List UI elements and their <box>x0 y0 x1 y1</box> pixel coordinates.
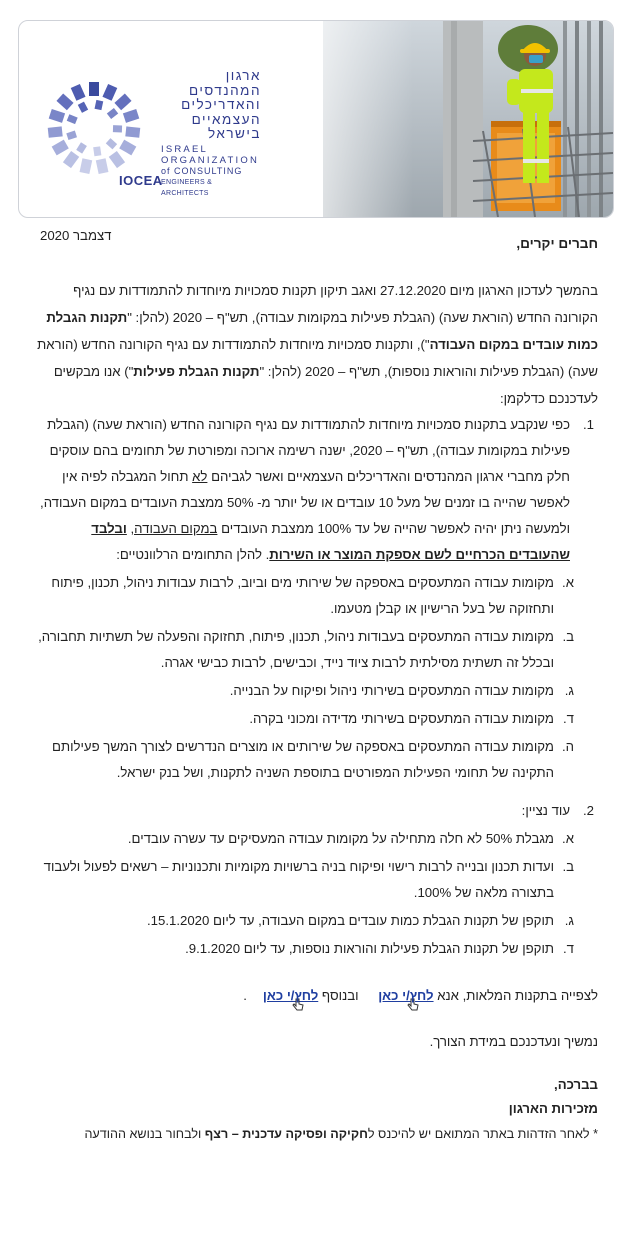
list-number: 1. <box>582 417 594 432</box>
signature <box>28 1073 598 1121</box>
sub-letter: ה. <box>561 739 574 754</box>
continue-line: נמשיך ונעדכנכם במידת הצורך. <box>429 1034 598 1049</box>
item-text: . להלן התחומים הרלוונטיים: <box>116 547 270 562</box>
sub-text: מקומות עבודה המתעסקים באספקה של שירותי מים וביוב, לרבות עבודות ניהול, תכנון, פיתוח ותחזוקה של בעל הרישיון או קבלן מטעמו. <box>51 575 554 616</box>
sub-text: מקומות עבודה המתעסקים בעבודות ניהול, תכנון, פיתוח, תחזוקה והפעלה של תשתיות תחבורה, ובכלל זה תשתית מסילתית לרבות ציוד נייד, וכבישים, לרבות כבישי אגרה. <box>38 629 554 670</box>
links-text: ובנוסף <box>318 988 363 1003</box>
sub-letter: א. <box>562 575 574 590</box>
signature-line: מזכירות הארגון <box>508 1101 598 1116</box>
sub-text: תוקפן של תקנות הגבלת פעילות והוראות נוספות, עד ליום 9.1.2020. <box>185 941 554 956</box>
list-item-2 <box>28 798 598 962</box>
sub-letter: ב. <box>562 629 574 644</box>
sub-letter: ג. <box>564 913 574 928</box>
intro-text: "), ותקנות סמכויות מיוחדות להתמודדות עם נגיף הקורונה החדש (הוראת שעה) (הגבלת פעילות והוראות נוספות), תש"ף – 2020 (להלן: " <box>37 337 598 379</box>
intro-text: בהמשך לעדכון הארגון מיום 27.12.2020 ואגב תיקון תקנות סמכויות מיוחדות להתמודדות עם נגיף הקורונה החדש (הוראת שעה) (הגבלת פעילות במקומות עבודה), תש"ף – 2020 (להלן: " <box>73 283 598 325</box>
sub-text: מקומות עבודה המתעסקים בשירותי ניהול ופיקוח על הבנייה. <box>229 683 554 698</box>
footnote-text: ולבחור בנושא ההודעה <box>84 1127 205 1141</box>
photo-fade <box>273 21 413 217</box>
list-number: 2. <box>582 803 594 818</box>
sublist-item <box>28 678 574 704</box>
greeting: חברים יקרים, <box>516 236 598 251</box>
sub-text: תוקפן של תקנות הגבלת כמות עובדים במקום העבודה, עד ליום 15.1.2020. <box>146 913 554 928</box>
sublist-item <box>28 936 574 962</box>
signature-line: בברכה, <box>554 1077 598 1092</box>
item-text: כפי שנקבע בתקנות סמכויות מיוחדות להתמודדות עם נגיף הקורונה החדש (הוראת שעה) (הגבלת פעילות במקומות עבודה), תש"ף – 2020, ישנה רשימה ארוכה ומפורטת של תחומים בהם עוסקים חלק מחברי ארגון המהנדסים והאדריכלים העצמאיים ואשר לגביהם <box>47 417 570 484</box>
sublist-item <box>28 826 574 852</box>
item-bold-underlined: ובלבד שהעובדים הכרחיים לשם אספקת המוצר או השירות <box>91 521 570 562</box>
sub-text: מגבלת 50% לא חלה מתחילה על מקומות עבודה המעסיקים עד עשרה עובדים. <box>127 831 554 846</box>
footnote-text: * לאחר הזדהות באתר המתואם יש להיכנס ל <box>367 1127 598 1141</box>
intro-paragraph <box>28 277 598 412</box>
list-item-1 <box>28 412 598 786</box>
logo-en-line: ENGINEERS & ARCHITECTS <box>161 178 213 197</box>
logo-he-line: והאדריכלים <box>181 97 261 112</box>
sub-text: מקומות עבודה המתעסקים באספקה של שירותים או מוצרים הנדרשים לצורך המשך פעילותם התקינה של תחומי הפעילות המפורטים בתוספת השניה לתקנות, ושל בנק ישראל. <box>52 739 554 780</box>
footnote <box>28 1127 598 1141</box>
sublist-item <box>28 854 574 906</box>
sublist-item <box>28 734 574 786</box>
links-text: לצפייה בתקנות המלאות, אנא <box>433 988 598 1003</box>
sub-text: מקומות עבודה המתעסקים בשירותי מדידה ומכוני בקרה. <box>249 711 554 726</box>
logo-en-line: ORGANIZATION <box>161 154 260 166</box>
intro-text: ") אנו מבקשים לעדכנכם כדלקמן: <box>53 364 598 406</box>
footnote-bold: חקיקה ופסיקה עדכנית – רצף <box>204 1127 368 1141</box>
logo-acronym: IOCEA <box>119 173 163 188</box>
logo-wordmark <box>161 69 261 199</box>
logo-he-line: העצמאיים <box>191 111 261 127</box>
logo-he-line: ארגון המהנדסים <box>189 68 261 98</box>
sublist-item <box>28 570 574 622</box>
sublist-2 <box>28 826 574 962</box>
sublist-item <box>28 706 574 732</box>
sub-letter: ד. <box>563 941 574 956</box>
letter-body <box>28 222 598 1141</box>
links-text: . <box>243 988 247 1003</box>
intro-bold-term: תקנות הגבלת כמות עובדים במקום העבודה <box>46 310 598 352</box>
main-list <box>28 412 598 962</box>
item-underlined: במקום העבודה, <box>130 521 218 536</box>
item-text: תחול המגבלה לפיה אין לאפשר שהייה בו זמנים של מעל 10 עובדים או של יותר מ- 50% ממצבת העובדים במקום העבודה, ולמעשה ניתן יהיה לאפשר שהייה של עד 100% ממצבת העובדים <box>40 469 570 536</box>
sublist-1 <box>28 570 574 786</box>
sub-letter: ג. <box>564 683 574 698</box>
logo-he-line: בישראל <box>207 126 261 141</box>
regulations-link-1[interactable]: לחץ/י כאן <box>378 988 434 1003</box>
regulations-link-2[interactable]: לחץ/י כאן <box>262 988 319 1003</box>
sublist-item <box>28 908 574 934</box>
links-paragraph <box>28 986 598 1012</box>
sub-letter: ד. <box>563 711 574 726</box>
logo-en-line: ISRAEL <box>161 143 208 155</box>
iocea-logo-icon <box>39 73 149 183</box>
header-banner <box>18 20 614 218</box>
item-underlined: לא <box>192 469 208 484</box>
intro-bold-term: תקנות הגבלת פעילות <box>133 364 260 379</box>
sub-letter: א. <box>562 831 574 846</box>
sublist-item <box>28 624 574 676</box>
item-text: עוד נציין: <box>521 803 570 818</box>
logo-en-line: of CONSULTING <box>161 165 243 176</box>
date-label: דצמבר 2020 <box>40 228 112 243</box>
sub-letter: ב. <box>562 859 574 874</box>
sub-text: ועדות תכנון ובנייה לרבות רישוי ופיקוח בניה ברשויות מקומיות ותכנוניות – רשאים לפעול ולעבוד בתצורה מלאה של 100%. <box>43 859 554 900</box>
